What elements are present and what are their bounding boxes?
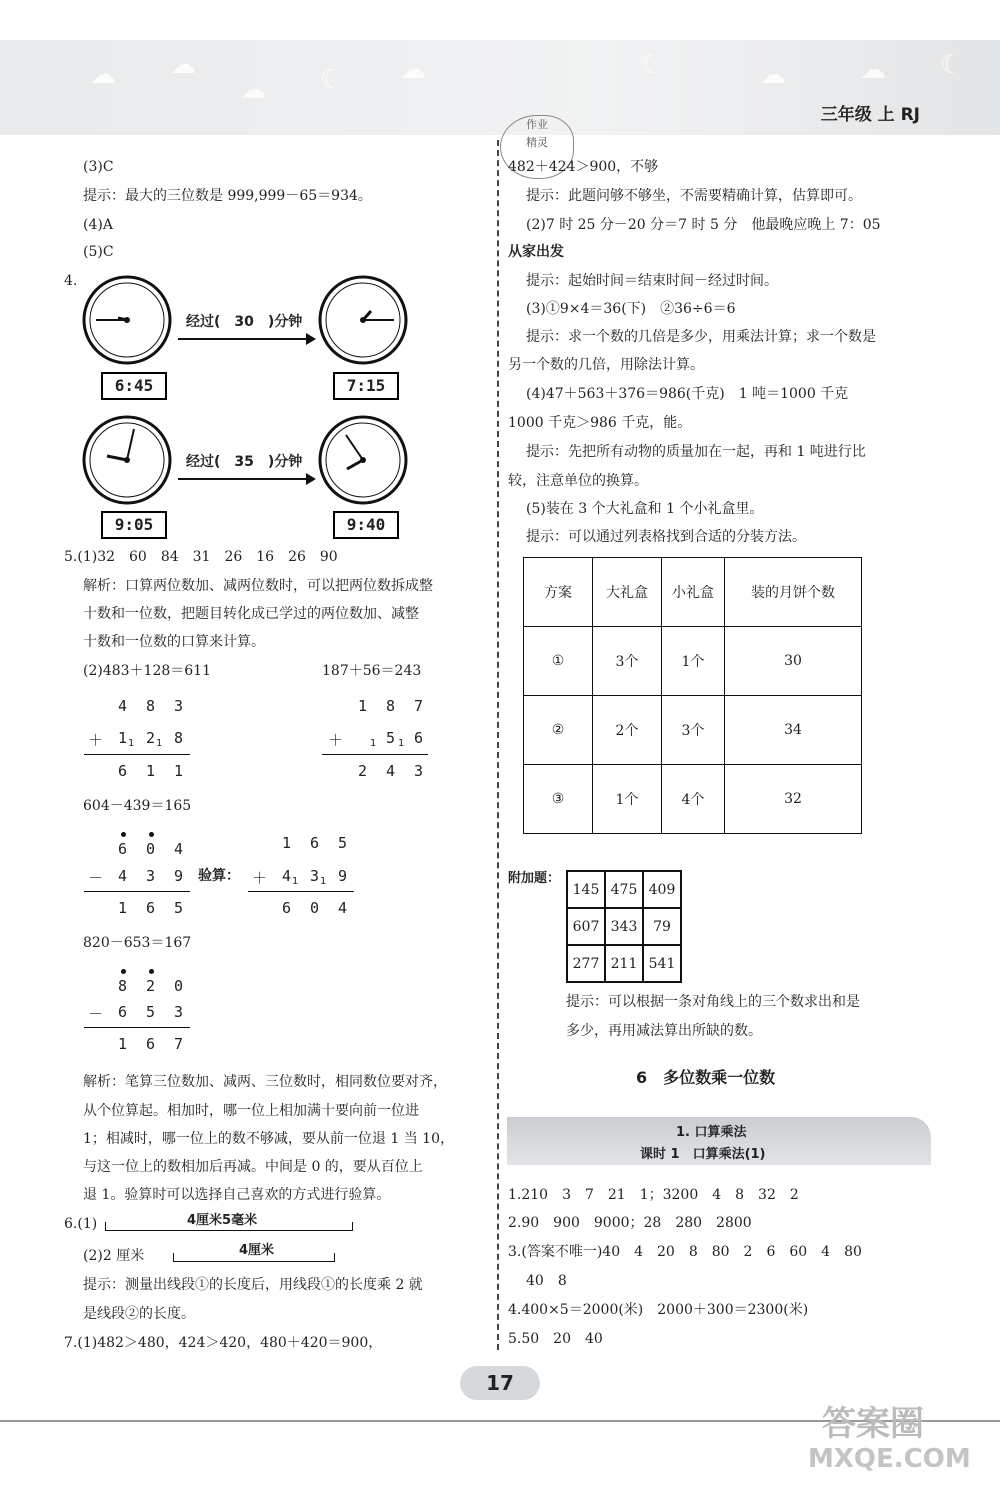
extra-label: 附加题：	[508, 871, 561, 886]
q6-label: 6.(1)	[64, 1216, 98, 1232]
explanation-line: 解析：笔算三位数加、减两、三位数时，相同数位要对齐，	[83, 1074, 447, 1090]
equation: 820－653＝167	[83, 935, 192, 951]
time-box: 9:05	[101, 511, 167, 539]
hint-line: 提示：起始时间＝结束时间－经过时间。	[526, 273, 778, 289]
equation: 604－439＝165	[83, 798, 192, 814]
answer-5c: (5)C	[83, 244, 114, 260]
table-row: 145 475 409	[567, 871, 681, 908]
hint-line: 提示：测量出线段①的长度后，用线段①的长度乘 2 就	[83, 1277, 423, 1293]
moon-icon: ☾	[320, 65, 344, 95]
hint-line: 较，注意单位的换算。	[508, 473, 648, 489]
answer-4a: (4)A	[83, 217, 113, 233]
hint-line: 另一个数的几倍，用除法计算。	[508, 357, 704, 373]
stamp-logo: 作业 精灵	[500, 115, 574, 179]
clock-icon	[82, 415, 172, 505]
clock-icon	[318, 415, 408, 505]
answer-line: 40 8	[526, 1273, 567, 1289]
answer-line: 2.90 900 9000；28 280 2800	[508, 1215, 752, 1231]
q5-answers: 5.(1)32 60 84 31 26 16 26 90	[64, 549, 338, 565]
moon-icon: ☾	[940, 50, 964, 80]
explanation-line: 十数和一位数的口算来计算。	[83, 634, 265, 650]
hint-line: 提示：先把所有动物的质量加在一起，再和 1 吨进行比	[526, 444, 866, 460]
equation: 187＋56＝243	[322, 663, 422, 679]
hint-line: 提示：可以通过列表格找到合适的分装方法。	[526, 529, 806, 545]
answer-line: (4)47＋563＋376＝986(千克) 1 吨＝1000 千克	[526, 386, 849, 402]
answer-line: 从家出发	[508, 244, 564, 260]
hint-line: 提示：求一个数的几倍是多少，用乘法计算；求一个数是	[526, 329, 876, 345]
answer-line: (3)①9×4＝36(下) ②36÷6＝6	[526, 301, 736, 317]
explanation-line: 1；相减时，哪一位上的数不够减，要从前一位退 1 当 10，	[83, 1131, 454, 1147]
table-row: 277 211 541	[567, 945, 681, 982]
q7-answer: 7.(1)482＞480，424＞420，480＋420＝900，	[64, 1335, 383, 1351]
time-box: 9:40	[333, 511, 399, 539]
plan-table	[523, 557, 862, 834]
q6-2-answer: (2)2 厘米	[83, 1248, 145, 1264]
section-title: 6 多位数乘一位数	[636, 1068, 776, 1087]
answer-line: 482＋424＞900，不够	[508, 159, 659, 175]
explanation-line: 解析：口算两位数加、减两位数时，可以把两位数拆成整	[83, 578, 433, 594]
cloud-icon: ☁	[240, 75, 266, 105]
table-row: ② 2个 3个 34	[524, 696, 862, 765]
segment-label: 4厘米	[239, 1243, 275, 1258]
equation: (2)483＋128＝611	[83, 663, 211, 679]
answer-line: (5)装在 3 个大礼盒和 1 个小礼盒里。	[526, 501, 764, 517]
page-number: 17	[460, 1366, 540, 1400]
answer-line: 1.210 3 7 21 1；3200 4 8 32 2	[508, 1187, 799, 1203]
elapsed-label-2: 经过( 35 )分钟	[186, 454, 303, 470]
explanation-line: 从个位算起。相加时，哪一位上相加满十要向前一位进	[83, 1103, 419, 1119]
clock-icon	[82, 275, 172, 365]
explanation-line: 退 1。验算时可以选择自己喜欢的方式进行验算。	[83, 1187, 391, 1203]
cloud-icon: ☁	[90, 60, 116, 90]
answer-line: 3.(答案不唯一)40 4 20 8 80 2 6 60 4 80	[508, 1244, 862, 1260]
grade-label: 三年级 上 RJ	[820, 105, 920, 125]
segment-label: 4厘米5毫米	[187, 1213, 258, 1228]
cloud-icon: ☁	[170, 50, 196, 80]
watermark-logo: 答案圈	[822, 1404, 924, 1444]
table-row: ① 3个 1个 30	[524, 627, 862, 696]
table-row: 方案 大礼盒 小礼盒 装的月饼个数	[524, 558, 862, 627]
cloud-icon: ☁	[760, 60, 786, 90]
table-row: 607 343 79	[567, 908, 681, 945]
arrow-right-icon	[178, 338, 314, 340]
moon-icon: ☾	[640, 50, 664, 80]
elapsed-label-1: 经过( 30 )分钟	[186, 314, 303, 330]
arrow-right-icon	[178, 478, 314, 480]
explanation-line: 与这一位上的数相加后再减。中间是 0 的，要从百位上	[83, 1159, 423, 1175]
hint-line: 是线段②的长度。	[83, 1306, 195, 1322]
answer-line: (2)7 时 25 分－20 分＝7 时 5 分 他最晚应晚上 7：05	[526, 217, 881, 233]
explanation-line: 十数和一位数，把题目转化成已学过的两位数加、减整	[83, 606, 419, 622]
check-label: 验算：	[198, 868, 240, 884]
cloud-icon: ☁	[860, 55, 886, 85]
column-divider	[497, 140, 499, 1350]
hint-line: 提示：此题问够不够坐，不需要精确计算，估算即可。	[526, 188, 862, 204]
answer-3c: (3)C	[83, 159, 114, 175]
hint-line: 多少，再用减法算出所缺的数。	[566, 1023, 762, 1039]
answer-line: 4.400×5＝2000(米) 2000＋300＝2300(米)	[508, 1302, 809, 1318]
lesson-subtitle: 课时 1 口算乘法(1)	[640, 1147, 766, 1162]
cloud-icon: ☁	[400, 55, 426, 85]
magic-square	[566, 870, 682, 983]
time-box: 6:45	[101, 372, 167, 400]
answer-line: 5.50 20 40	[508, 1331, 603, 1347]
lesson-title: 1. 口算乘法	[676, 1125, 747, 1140]
watermark-url: MXQE.COM	[808, 1444, 971, 1474]
answer-line: 1000 千克＞986 千克，能。	[508, 415, 692, 431]
table-row: ③ 1个 4个 32	[524, 765, 862, 834]
question-number: 4.	[64, 273, 78, 289]
hint-line: 提示：可以根据一条对角线上的三个数求出和是	[566, 994, 860, 1010]
clock-icon	[318, 275, 408, 365]
time-box: 7:15	[333, 372, 399, 400]
hint-line: 提示：最大的三位数是 999,999－65＝934。	[83, 188, 372, 204]
